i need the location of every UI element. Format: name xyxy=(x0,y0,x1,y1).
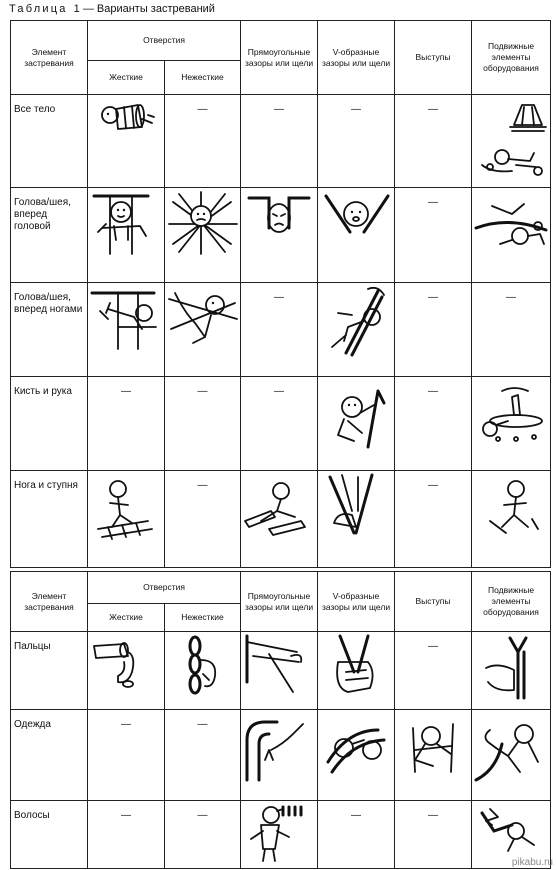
illustration-cell xyxy=(318,377,395,471)
child-head-in-rect-gap-illustration xyxy=(241,188,318,258)
table-row xyxy=(11,188,551,283)
row-label: Нога и ступня xyxy=(11,471,88,568)
child-hand-in-v-gap-illustration xyxy=(318,377,395,452)
row-label: Волосы xyxy=(11,801,88,869)
child-under-moving-part-illustration xyxy=(472,188,550,258)
dash-cell: — xyxy=(395,471,472,568)
header-protrusions: Выступы xyxy=(395,21,472,95)
header-moving: Подвижные элементы оборудования xyxy=(472,572,551,632)
table-row xyxy=(11,801,551,869)
illustration-cell xyxy=(165,632,241,710)
child-feet-first-nonrigid-illustration xyxy=(165,283,241,353)
header-rect-gaps: Прямоугольные зазоры или щели xyxy=(241,21,318,95)
illustration-cell xyxy=(241,710,318,801)
header-moving: Подвижные элементы оборудования xyxy=(472,21,551,95)
illustration-cell xyxy=(88,95,165,188)
dash-cell: — xyxy=(241,377,318,471)
illustration-cell xyxy=(241,471,318,568)
row-label: Кисть и рука xyxy=(11,377,88,471)
illustration-cell xyxy=(472,471,551,568)
child-head-in-rigid-opening-illustration xyxy=(88,188,164,258)
illustration-cell xyxy=(472,377,551,471)
clothing-in-rect-gap-illustration xyxy=(241,710,318,785)
illustration-cell xyxy=(241,188,318,283)
dash-cell: — xyxy=(88,710,165,801)
child-head-in-v-gap-illustration xyxy=(318,188,395,258)
table-row xyxy=(11,377,551,471)
dash-cell: — xyxy=(395,632,472,710)
illustration-cell xyxy=(241,632,318,710)
child-feet-first-v-gap-illustration xyxy=(318,283,395,358)
illustration-cell xyxy=(318,283,395,377)
header-openings: Отверстия xyxy=(88,572,241,604)
table-row xyxy=(11,471,551,568)
hair-in-moving-equipment-illustration xyxy=(472,801,550,865)
table-row xyxy=(11,95,551,188)
watermark: pikabu.ru xyxy=(511,857,553,868)
finger-in-tube-illustration xyxy=(88,632,164,702)
illustration-cell xyxy=(165,283,241,377)
child-foot-in-v-gap-illustration xyxy=(318,471,395,546)
finger-in-moving-equipment-illustration xyxy=(472,632,550,702)
table-row xyxy=(11,632,551,710)
child-hand-in-rotating-equipment-illustration xyxy=(472,377,550,452)
illustration-cell xyxy=(318,632,395,710)
finger-in-rect-gap-illustration xyxy=(241,632,318,702)
illustration-cell xyxy=(165,188,241,283)
row-label: Одежда xyxy=(11,710,88,801)
dash-cell: — xyxy=(318,801,395,869)
dash-cell: — xyxy=(165,710,241,801)
dash-cell: — xyxy=(318,95,395,188)
child-in-tube-illustration xyxy=(88,95,164,155)
header-v-gaps: V-образные зазоры или щели xyxy=(318,572,395,632)
header-protrusions: Выступы xyxy=(395,572,472,632)
dash-cell: — xyxy=(165,377,241,471)
dash-cell: — xyxy=(395,188,472,283)
dash-cell: — xyxy=(88,377,165,471)
header-rigid: Жесткие xyxy=(88,604,165,632)
finger-in-v-gap-illustration xyxy=(318,632,395,702)
dash-cell: — xyxy=(165,801,241,869)
row-label: Пальцы xyxy=(11,632,88,710)
illustration-cell xyxy=(472,632,551,710)
header-nonrigid: Нежесткие xyxy=(165,61,241,95)
child-head-in-net-illustration xyxy=(165,188,241,258)
child-foot-in-rigid-opening-illustration xyxy=(88,471,164,546)
header-rigid: Жесткие xyxy=(88,61,165,95)
illustration-cell xyxy=(88,283,165,377)
clothing-in-v-gap-illustration xyxy=(318,710,395,785)
row-label: Голова/шея, вперед головой xyxy=(11,188,88,283)
table-caption xyxy=(9,3,215,15)
child-under-carousel-illustration xyxy=(472,95,550,185)
illustration-cell xyxy=(241,801,318,869)
child-feet-first-rigid-illustration xyxy=(88,283,164,353)
dash-cell: — xyxy=(395,377,472,471)
dash-cell: — xyxy=(241,95,318,188)
dash-cell: — xyxy=(88,801,165,869)
illustration-cell xyxy=(395,710,472,801)
illustration-cell xyxy=(472,188,551,283)
header-element: Элемент застревания xyxy=(11,21,88,95)
illustration-cell xyxy=(318,188,395,283)
dash-cell: — xyxy=(395,801,472,869)
illustration-cell xyxy=(472,710,551,801)
finger-in-chain-illustration xyxy=(165,632,241,702)
illustration-cell xyxy=(88,471,165,568)
illustration-cell xyxy=(318,471,395,568)
dash-cell: — xyxy=(165,471,241,568)
caption-prefix: Таблица xyxy=(9,3,68,15)
header-nonrigid: Нежесткие xyxy=(165,604,241,632)
hair-in-rect-gap-illustration xyxy=(241,801,318,865)
header-v-gaps: V-образные зазоры или щели xyxy=(318,21,395,95)
dash-cell: — xyxy=(472,283,551,377)
illustration-cell xyxy=(472,95,551,188)
entrapment-table-1 xyxy=(10,20,551,568)
caption-number: 1 xyxy=(73,3,80,15)
entrapment-table-2 xyxy=(10,571,551,869)
illustration-cell xyxy=(88,632,165,710)
header-rect-gaps: Прямоугольные зазоры или щели xyxy=(241,572,318,632)
caption-title: — Варианты застреваний xyxy=(82,3,215,15)
child-foot-in-rect-gap-illustration xyxy=(241,471,318,546)
header-openings: Отверстия xyxy=(88,21,241,61)
dash-cell: — xyxy=(241,283,318,377)
illustration-cell xyxy=(318,710,395,801)
header-element: Элемент застревания xyxy=(11,572,88,632)
table-row xyxy=(11,710,551,801)
dash-cell: — xyxy=(165,95,241,188)
row-label: Все тело xyxy=(11,95,88,188)
child-foot-in-moving-equipment-illustration xyxy=(472,471,550,546)
clothing-in-moving-equipment-illustration xyxy=(472,710,550,785)
clothing-on-protrusion-illustration xyxy=(395,710,472,785)
dash-cell: — xyxy=(395,95,472,188)
illustration-cell xyxy=(88,188,165,283)
table-row xyxy=(11,283,551,377)
dash-cell: — xyxy=(395,283,472,377)
row-label: Голова/шея, вперед ногами xyxy=(11,283,88,377)
